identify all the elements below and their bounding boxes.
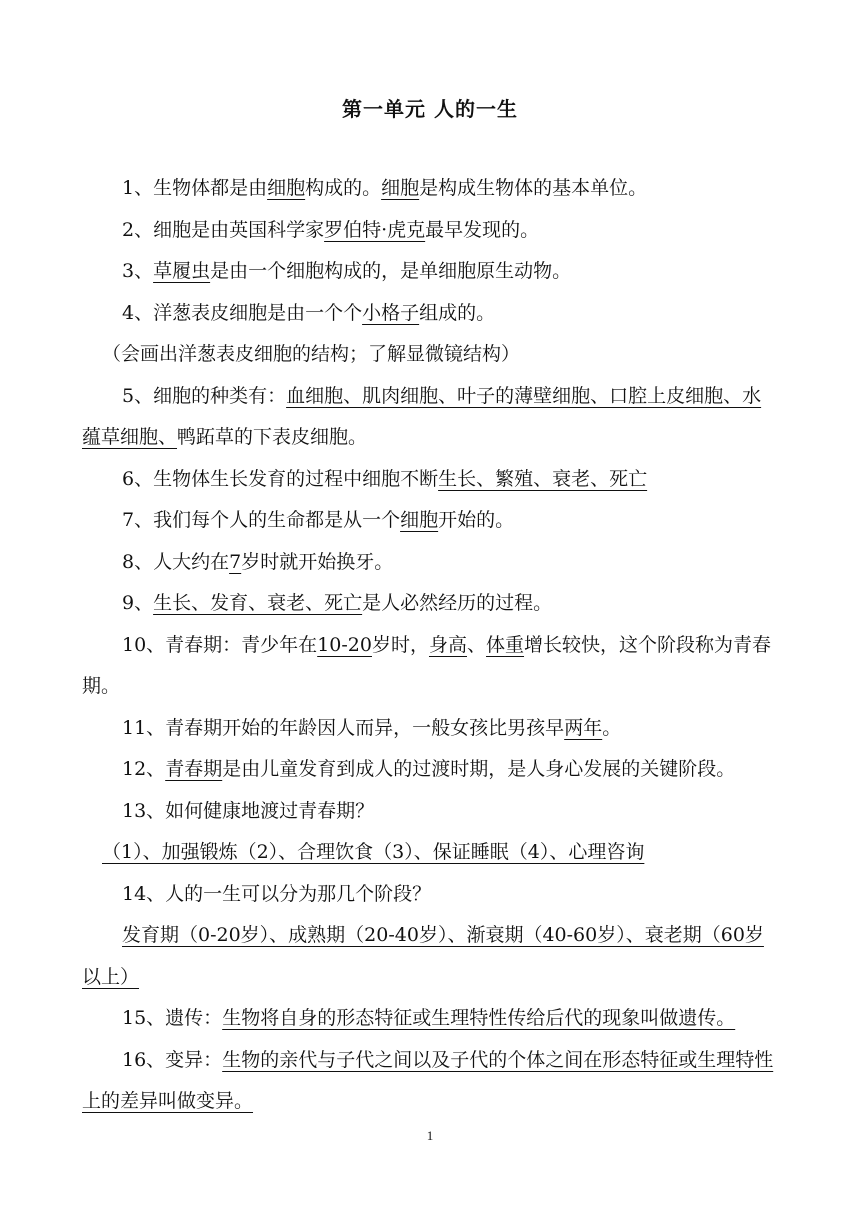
text-segment: 7、我们每个人的生命都是从一个 [122,509,401,531]
text-segment: 组成的。 [419,301,496,324]
underlined-text: 血细胞、肌肉细胞、叶子的薄壁细胞、口腔上皮细胞、水蕴草细胞、 [82,384,762,448]
text-segment: 3、 [122,260,154,282]
underlined-text: 生长、发育、衰老、死亡 [153,592,363,614]
text-segment: 2、细胞是由英国科学家 [122,218,325,241]
text-segment: 最早发现的。 [425,218,540,241]
paragraph-3 [82,251,780,293]
paragraph-6 [82,376,780,459]
underlined-text: 细胞 [400,509,439,531]
paragraph-5 [82,334,780,376]
text-segment: 。 [602,716,622,739]
underlined-text: 细胞 [381,177,420,199]
text-segment: （会画出洋葱表皮细胞的结构；了解显微镜结构） [102,343,521,365]
underlined-text: 体重 [486,633,525,656]
text-segment: 11、青春期开始的年龄因人而异，一般女孩比男孩早 [122,716,565,739]
paragraph-9 [82,542,780,584]
text-segment: 6、生物体生长发育的过程中细胞不断 [122,467,439,490]
paragraph-7 [82,459,780,501]
text-segment: 开始的。 [438,509,515,531]
underlined-text: 小格子 [362,301,420,324]
document-body [82,168,780,1123]
text-segment: 14、人的一生可以分为那几个阶段？ [122,882,432,905]
text-segment: 16、变异： [122,1048,223,1071]
text-segment: 是构成生物体的基本单位。 [419,177,648,199]
paragraph-19 [82,1040,780,1123]
underlined-text: 草履虫 [153,260,211,282]
paragraph-17 [82,915,780,998]
text-segment: 、 [467,633,487,656]
underlined-text: （1）、加强锻炼（2）、合理饮食（3）、保证睡眠（4）、心理咨询 [102,841,645,863]
paragraph-8 [82,500,780,542]
text-segment: 岁时， [371,633,429,656]
underlined-text: 7 [229,550,242,573]
paragraph-11 [82,625,780,708]
text-segment: 增长较快，这个阶段称为青春期。 [82,633,772,697]
paragraph-16 [82,874,780,916]
underlined-text: 细胞 [267,177,306,199]
paragraph-12 [82,708,780,750]
text-segment: 13、如何健康地渡过青春期？ [122,799,375,822]
text-segment: 8、人大约在 [122,550,230,573]
underlined-text: 青春期 [165,758,223,780]
paragraph-1 [82,168,780,210]
text-segment: 鸭跖草的下表皮细胞。 [177,426,368,448]
text-segment: 构成的。 [305,177,382,199]
underlined-text: 罗伯特·虎克 [324,218,426,241]
underlined-text: 10-20 [317,633,372,656]
text-segment: 是由儿童发育到成人的过渡时期，是人身心发展的关键阶段。 [222,758,736,780]
text-segment: 是人必然经历的过程。 [362,592,553,614]
paragraph-2 [82,210,780,252]
underlined-text: 两年 [564,716,603,739]
underlined-text: 生物的亲代与子代之间以及子代的个体之间在形态特征或生理特性上的差异叫做变异。 [82,1048,774,1112]
page-title: 第一单元 人的一生 [342,97,518,121]
text-segment: 15、遗传： [122,1007,223,1029]
text-segment: 1、生物体都是由 [122,177,268,199]
page-number: 1 [426,1128,434,1143]
text-segment: 12、 [122,758,166,780]
underlined-text: 身高 [428,633,467,656]
paragraph-18 [82,998,780,1040]
underlined-text: 生物将自身的形态特征或生理特性传给后代的现象叫做遗传。 [222,1007,736,1029]
text-segment: 9、 [122,592,154,614]
text-segment: 10、青春期：青少年在 [122,633,318,656]
underlined-text: 生长、繁殖、衰老、死亡 [438,467,648,490]
paragraph-13 [82,749,780,791]
text-segment: 5、细胞的种类有： [122,384,287,407]
text-segment: 4、洋葱表皮细胞是由一个个 [122,301,363,324]
text-segment: 是由一个细胞构成的，是单细胞原生动物。 [210,260,572,282]
paragraph-4 [82,293,780,335]
paragraph-15 [82,832,780,874]
paragraph-10 [82,583,780,625]
underlined-text: 发育期（0-20岁）、成熟期（20-40岁）、渐衰期（40-60岁）、衰老期（60岁以上） [82,924,764,988]
paragraph-14 [82,791,780,833]
text-segment: 岁时就开始换牙。 [241,550,394,573]
